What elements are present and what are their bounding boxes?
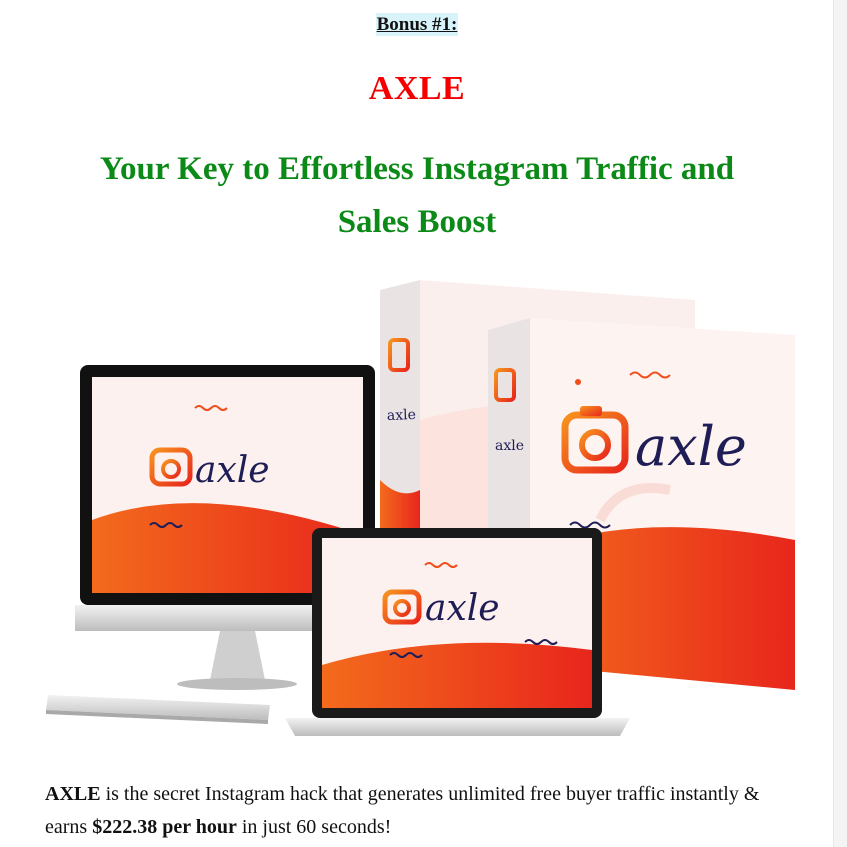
scrollbar-track[interactable] — [833, 0, 847, 847]
description-part2: in just 60 seconds! — [236, 816, 392, 838]
laptop-brand-text: axle — [425, 588, 500, 629]
keyboard — [46, 695, 270, 724]
product-mockup-image — [40, 270, 800, 750]
description-amount: $222.38 per hour — [92, 816, 237, 838]
box-brand-text: axle — [635, 415, 747, 478]
product-description — [45, 778, 805, 844]
laptop — [285, 528, 630, 736]
headline: Your Key to Effortless Instagram Traffic and Sales Boost — [99, 151, 735, 240]
box-spine-text: axle — [386, 406, 417, 424]
monitor-brand-text: axle — [195, 450, 270, 491]
description-lead: AXLE — [45, 783, 101, 805]
product-title: AXLE — [368, 70, 466, 107]
bonus-heading — [0, 14, 834, 36]
box-spine-text-2: axle — [495, 438, 525, 454]
bonus-label: Bonus #1: — [376, 14, 458, 35]
description-part1: is the secret Instagram hack that generates unlimited free buyer traffic instantly & earns — [45, 783, 760, 838]
